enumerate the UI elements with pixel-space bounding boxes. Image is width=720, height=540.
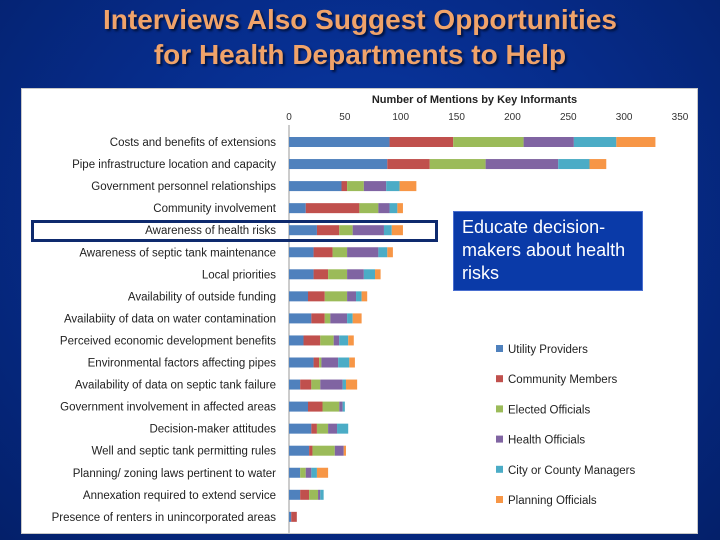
bar-segment-2-1 [342,181,348,191]
legend-label-3: Health Officials [508,434,586,447]
bar-segment-8-2 [325,313,331,323]
bar-segment-13-2 [317,424,328,434]
bar-segment-15-0 [289,468,300,478]
category-label-13: Decision-maker attitudes [149,423,276,436]
category-label-8: Availabiity of data on water contamination [63,313,276,326]
bar-segment-6-2 [328,269,347,279]
bar-segment-1-1 [387,159,429,169]
legend-swatch-1 [496,375,503,382]
bar-segment-1-5 [590,159,607,169]
bar-segment-17-1 [291,512,297,522]
category-label-6: Local priorities [201,269,276,282]
bar-segment-2-3 [364,181,386,191]
bar-segment-8-5 [353,313,362,323]
bar-segment-7-0 [289,291,308,301]
bar-segment-9-1 [304,335,321,345]
bar-segment-2-2 [347,181,364,191]
legend-swatch-0 [496,345,503,352]
bar-segment-7-1 [308,291,325,301]
bar-segment-16-4 [320,490,323,500]
category-label-1: Pipe infrastructure location and capacity [72,159,276,172]
bar-segment-17-0 [289,512,291,522]
bar-segment-5-3 [347,247,378,257]
legend-swatch-5 [496,496,503,503]
bar-segment-10-5 [349,358,355,368]
category-label-5: Awareness of septic tank maintenance [79,247,276,260]
bar-segment-0-1 [390,137,454,147]
bar-segment-1-0 [289,159,387,169]
category-label-2: Government personnel relationships [91,181,276,194]
bar-segment-16-0 [289,490,300,500]
bar-segment-1-2 [430,159,486,169]
bar-segment-6-5 [375,269,381,279]
bar-segment-5-1 [314,247,333,257]
bar-segment-12-3 [339,402,342,412]
x-tick-label-3: 150 [448,112,465,123]
bar-segment-10-2 [319,358,321,368]
bar-segment-11-2 [311,380,320,390]
category-label-10: Environmental factors affecting pipes [87,357,276,370]
bar-segment-13-4 [337,424,348,434]
category-label-16: Annexation required to extend service [82,489,276,502]
bar-segment-3-0 [289,203,306,213]
x-tick-label-4: 200 [504,112,521,123]
bar-segment-9-0 [289,335,304,345]
bar-segment-7-5 [362,291,368,301]
legend-label-0: Utility Providers [508,344,588,356]
bar-segment-9-3 [334,335,340,345]
bar-segment-13-1 [311,424,317,434]
slide-title-line-2: for Health Departments to Help [153,39,567,70]
bar-segment-6-4 [364,269,375,279]
stacked-bar-chart [22,89,697,533]
x-tick-label-1: 50 [339,112,351,123]
legend-label-2: Elected Officials [508,404,591,417]
bar-segment-5-2 [333,247,348,257]
bar-segment-14-3 [335,446,344,456]
bar-segment-15-2 [300,468,306,478]
bar-segment-6-1 [314,269,329,279]
x-tick-label-6: 300 [615,112,633,123]
legend-label-4: City or County Managers [508,464,636,477]
bar-segment-11-1 [300,380,311,390]
bar-segment-3-5 [397,203,403,213]
bar-segment-8-0 [289,313,311,323]
bar-segment-12-1 [308,402,323,412]
bar-segment-1-4 [558,159,589,169]
bar-segment-11-4 [343,380,346,390]
bar-segment-5-5 [387,247,393,257]
bar-segment-12-2 [323,402,340,412]
legend-swatch-2 [496,405,503,412]
bar-segment-8-4 [347,313,353,323]
x-tick-label-2: 100 [392,112,410,123]
x-tick-label-5: 250 [559,112,577,123]
chart-title: Number of Mentions by Key Informants [371,94,578,106]
category-label-12: Government involvement in affected areas [60,401,276,414]
bar-segment-8-1 [311,313,324,323]
bar-segment-10-4 [338,358,349,368]
bar-segment-15-4 [311,468,317,478]
bar-segment-3-4 [390,203,398,213]
bar-segment-2-0 [289,181,342,191]
bar-segment-16-3 [318,490,320,500]
bar-segment-12-0 [289,402,308,412]
bar-segment-15-3 [306,468,312,478]
category-label-7: Availability of outside funding [127,291,276,304]
bar-segment-5-4 [378,247,387,257]
legend-swatch-4 [496,466,503,473]
highlight-box [31,220,438,242]
bar-segment-9-5 [348,335,354,345]
category-label-14: Well and septic tank permitting rules [91,445,276,458]
legend-label-5: Planning Officials [508,495,597,507]
bar-segment-0-5 [616,137,655,147]
x-tick-label-0: 0 [286,112,292,123]
bar-segment-6-0 [289,269,314,279]
category-label-15: Planning/ zoning laws pertinent to water [72,467,276,480]
legend-label-1: Community Members [508,374,618,387]
bar-segment-7-2 [325,291,347,301]
bar-segment-3-2 [359,203,378,213]
slide-title [0,2,720,72]
bar-segment-7-3 [347,291,356,301]
bar-segment-15-5 [317,468,328,478]
bar-segment-1-3 [486,159,559,169]
bar-segment-11-5 [346,380,357,390]
bar-segment-16-2 [309,490,318,500]
bar-segment-11-0 [289,380,300,390]
bar-segment-0-2 [453,137,523,147]
bar-segment-10-3 [321,358,338,368]
legend-swatch-3 [496,436,503,443]
bar-segment-7-4 [356,291,362,301]
callout-text: Educate decision-makers about health risks [462,217,626,283]
chart-panel [21,88,698,534]
bar-segment-14-5 [344,446,346,456]
bar-segment-3-1 [306,203,360,213]
bar-segment-0-0 [289,137,390,147]
bar-segment-10-0 [289,358,314,368]
bar-segment-10-1 [314,358,320,368]
bar-segment-16-1 [300,490,309,500]
bar-segment-13-3 [328,424,337,434]
bar-segment-0-4 [574,137,616,147]
bar-segment-9-4 [339,335,348,345]
slide-title-line-1: Interviews Also Suggest Opportunities [103,4,617,35]
bar-segment-3-3 [378,203,389,213]
bar-segment-11-3 [320,380,342,390]
bar-segment-14-0 [289,446,309,456]
bar-segment-0-3 [524,137,574,147]
category-label-9: Perceived economic development benefits [59,335,276,348]
category-label-0: Costs and benefits of extensions [109,137,276,149]
category-label-11: Availability of data on septic tank failure [74,379,276,392]
bar-segment-12-4 [343,402,345,412]
bar-segment-5-0 [289,247,314,257]
bar-segment-9-2 [320,335,333,345]
callout-box [453,211,643,291]
bar-segment-2-4 [386,181,399,191]
x-tick-label-7: 350 [671,112,689,123]
bar-segment-14-1 [309,446,312,456]
category-label-3: Community involvement [153,203,276,216]
category-label-4: Awareness of health risks [145,225,276,238]
bar-segment-2-5 [400,181,417,191]
bar-segment-8-3 [330,313,347,323]
bar-segment-6-3 [347,269,364,279]
category-label-17: Presence of renters in unincorporated areas [51,511,276,524]
bar-segment-14-2 [312,446,334,456]
bar-segment-13-0 [289,424,311,434]
